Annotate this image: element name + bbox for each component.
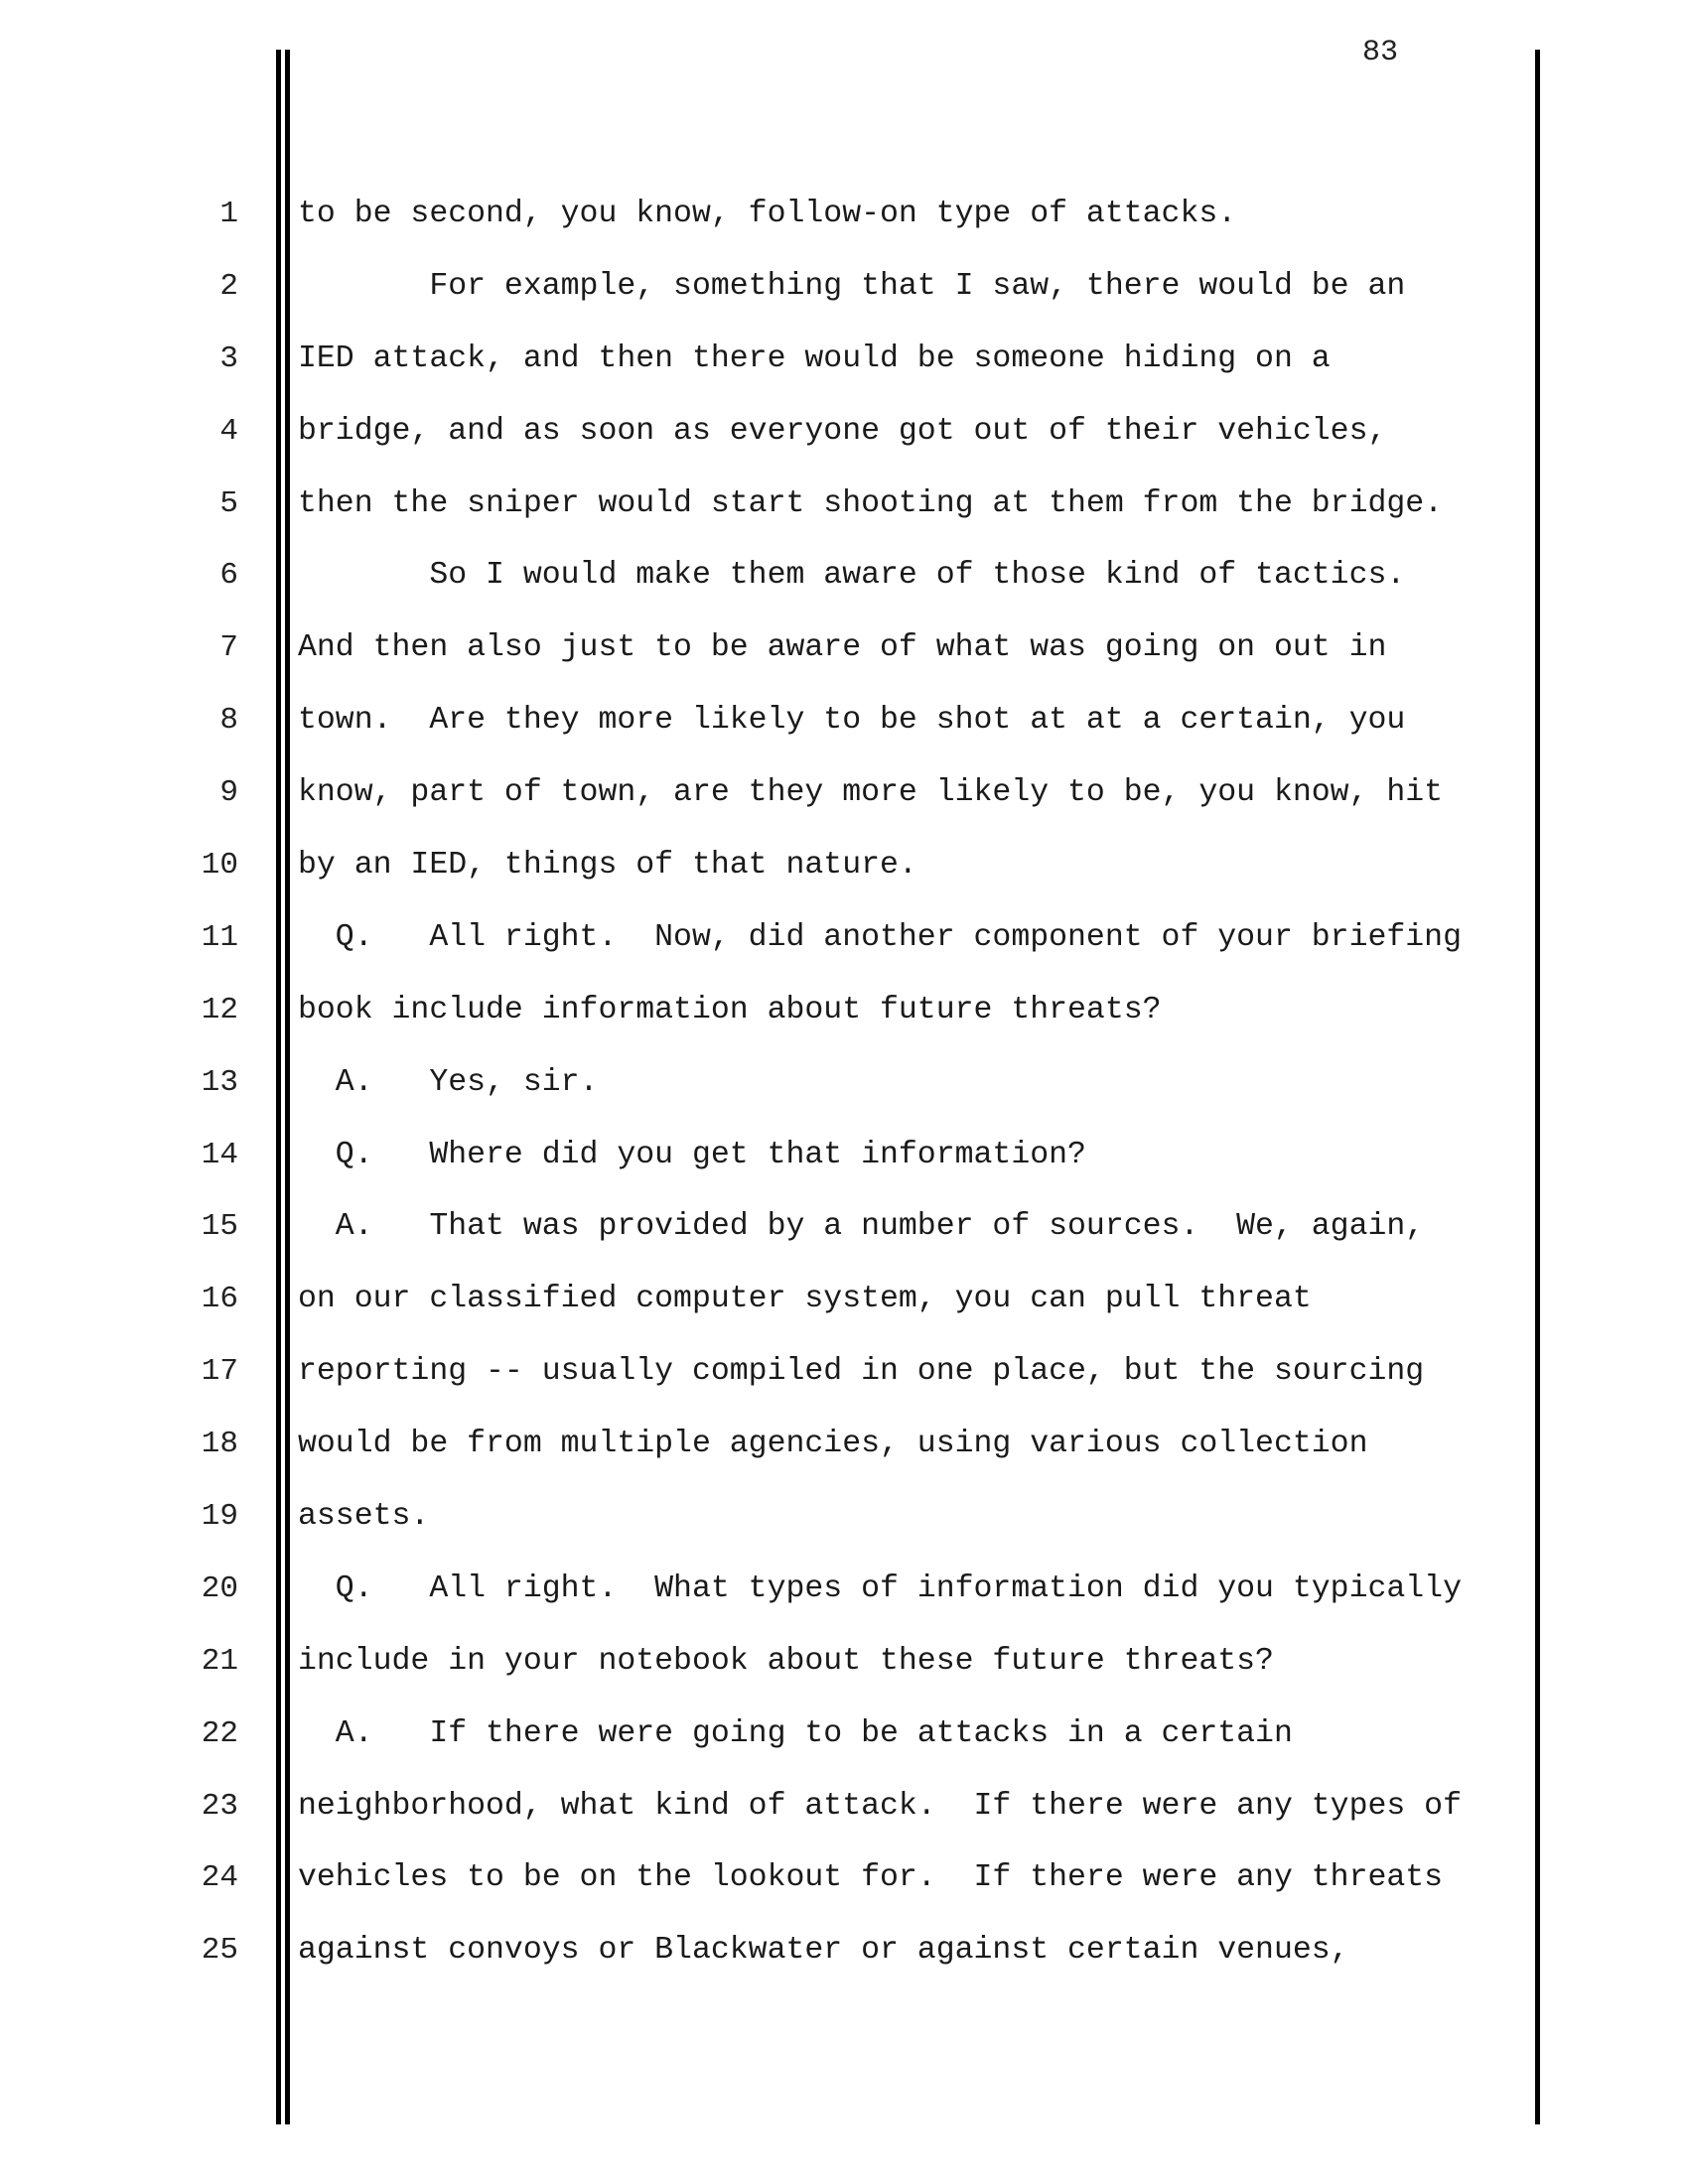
line-number: 6 <box>219 558 238 594</box>
line-text: So I would make them aware of those kind of tactics. <box>298 558 1406 594</box>
transcript-line <box>0 773 1688 846</box>
transcript-line <box>0 1858 1688 1931</box>
transcript-line <box>0 1136 1688 1208</box>
transcript-line <box>0 846 1688 918</box>
line-number: 16 <box>201 1282 238 1317</box>
line-number: 8 <box>219 703 238 739</box>
line-number: 14 <box>201 1137 238 1172</box>
line-number: 11 <box>201 919 238 955</box>
line-text: to be second, you know, follow-on type of attacks. <box>298 197 1237 231</box>
line-number: 15 <box>201 1209 238 1245</box>
transcript-line <box>0 991 1688 1063</box>
line-number: 10 <box>201 848 238 884</box>
line-number: 12 <box>201 992 238 1027</box>
line-number: 9 <box>219 775 238 811</box>
line-text: IED attack, and then there would be someone hiding on a <box>298 341 1331 376</box>
transcript-lines <box>0 195 1688 2003</box>
line-text: A. If there were going to be attacks in a certain <box>298 1715 1293 1751</box>
line-text: Q. Where did you get that information? <box>298 1137 1086 1172</box>
line-text: neighborhood, what kind of attack. If there were any types of <box>298 1788 1462 1824</box>
line-number: 2 <box>219 268 238 304</box>
line-text: by an IED, things of that nature. <box>298 848 917 884</box>
line-text: assets. <box>298 1499 430 1535</box>
transcript-line <box>0 412 1688 484</box>
line-text: Q. All right. What types of information did you typically <box>298 1570 1462 1606</box>
transcript-line <box>0 1497 1688 1570</box>
transcript-line <box>0 1352 1688 1425</box>
line-number: 1 <box>219 197 238 231</box>
line-text: against convoys or Blackwater or against certain venues, <box>298 1933 1349 1969</box>
line-text: A. Yes, sir. <box>298 1064 599 1100</box>
line-text: include in your notebook about these future threats? <box>298 1643 1274 1679</box>
line-text: book include information about future threats? <box>298 992 1162 1027</box>
transcript-line <box>0 1931 1688 2003</box>
transcript-line <box>0 1207 1688 1280</box>
transcript-line <box>0 267 1688 340</box>
transcript-line <box>0 1570 1688 1642</box>
line-text: vehicles to be on the lookout for. If there were any threats <box>298 1860 1444 1896</box>
line-text: reporting -- usually compiled in one place, but the sourcing <box>298 1354 1425 1390</box>
transcript-line <box>0 1425 1688 1497</box>
line-text: would be from multiple agencies, using various collection <box>298 1427 1368 1462</box>
line-text: For example, something that I saw, there would be an <box>298 268 1406 304</box>
line-number: 3 <box>219 341 238 376</box>
transcript-line <box>0 340 1688 412</box>
line-number: 17 <box>201 1354 238 1390</box>
line-number: 23 <box>201 1788 238 1824</box>
line-text: bridge, and as soon as everyone got out of their vehicles, <box>298 413 1387 449</box>
line-text: town. Are they more likely to be shot at at a certain, you <box>298 703 1406 739</box>
line-number: 4 <box>219 413 238 449</box>
transcript-line <box>0 918 1688 991</box>
transcript-line <box>0 1714 1688 1787</box>
line-text: on our classified computer system, you can pull threat <box>298 1282 1312 1317</box>
transcript-line <box>0 1280 1688 1352</box>
page-number: 83 <box>1361 36 1398 69</box>
line-number: 25 <box>201 1933 238 1969</box>
transcript-line <box>0 1063 1688 1136</box>
transcript-line <box>0 556 1688 628</box>
line-number: 22 <box>201 1715 238 1751</box>
line-number: 21 <box>201 1643 238 1679</box>
transcript-line <box>0 628 1688 701</box>
line-number: 13 <box>201 1064 238 1100</box>
line-text: And then also just to be aware of what was going on out in <box>298 630 1387 666</box>
line-number: 5 <box>219 485 238 521</box>
line-number: 19 <box>201 1499 238 1535</box>
line-text: A. That was provided by a number of sources. We, again, <box>298 1209 1425 1245</box>
transcript-line <box>0 1787 1688 1859</box>
line-text: then the sniper would start shooting at them from the bridge. <box>298 485 1444 521</box>
transcript-line <box>0 1642 1688 1714</box>
line-number: 20 <box>201 1570 238 1606</box>
line-text: Q. All right. Now, did another component of your briefing <box>298 919 1462 955</box>
line-text: know, part of town, are they more likely to be, you know, hit <box>298 775 1444 811</box>
line-number: 7 <box>219 630 238 666</box>
transcript-line <box>0 701 1688 773</box>
transcript-line <box>0 484 1688 557</box>
line-number: 24 <box>201 1860 238 1896</box>
transcript-line <box>0 195 1688 267</box>
line-number: 18 <box>201 1427 238 1462</box>
